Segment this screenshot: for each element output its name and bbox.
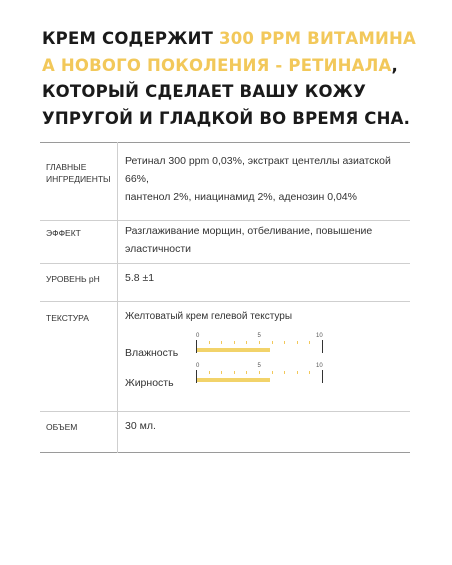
oiliness-row [125,357,410,387]
ph-value: 5.8 ±1 [118,264,411,302]
scale-fill [197,348,270,352]
ingredients-label: ГЛАВНЫЕ ИНГРЕДИЕНТЫ [40,143,118,221]
moisture-row [125,327,410,357]
scale-track [196,340,323,353]
scale-tick-label: 5 [257,333,261,339]
scale-edge [322,370,323,383]
row-volume [40,412,410,453]
volume-label: ОБЪЕМ [40,412,118,453]
scale-tick-mark [234,341,235,344]
scale-tick-mark [246,371,247,374]
scale-tick-label: 5 [257,363,261,369]
scale-tick-mark [297,371,298,374]
scale-track [196,370,323,383]
scale-tick-mark [284,371,285,374]
scale-edge [322,340,323,353]
scale-tick-label: 0 [196,333,200,339]
scale-tick-mark [272,371,273,374]
effect-label: ЭФФЕКТ [40,221,118,264]
specs-table [40,142,410,453]
oiliness-scale [196,357,326,387]
ingredients-value: Ретинал 300 ppm 0,03%, экстракт центеллы азиатской 66%, пантенол 2%, ниацинамид 2%, аденозин 0,04% [118,143,411,221]
moisture-scale [196,327,326,357]
oiliness-label: Жирность [125,377,174,389]
effect-value: Разглаживание морщин, отбеливание, повышение эластичности [118,221,411,264]
moisture-label: Влажность [125,347,179,359]
headline-text: КРЕМ СОДЕРЖИТ [42,29,220,48]
scale-tick-label: 10 [316,363,323,369]
scale-tick-mark [221,341,222,344]
texture-label: ТЕКСТУРА [40,302,118,412]
scale-tick-label: 10 [316,333,323,339]
scale-tick-label: 0 [196,363,200,369]
headline-accent: 300 PPM ВИТАМИНА А НОВОГО ПОКОЛЕНИЯ - РЕТИНАЛА [42,29,416,75]
scale-tick-mark [309,371,310,374]
scale-fill [197,378,270,382]
row-effect [40,221,410,264]
scale-tick-mark [246,341,247,344]
scale-tick-mark [297,341,298,344]
texture-value [118,302,411,412]
row-ph [40,264,410,302]
scale-tick-mark [259,341,260,344]
headline [42,26,432,132]
scale-tick-mark [221,371,222,374]
ph-label: УРОВЕНЬ pH [40,264,118,302]
volume-value: 30 мл. [125,420,156,432]
row-texture [40,302,410,412]
scale-tick-mark [209,341,210,344]
scale-tick-mark [284,341,285,344]
scale-tick-mark [259,371,260,374]
scale-tick-mark [309,341,310,344]
scale-tick-mark [209,371,210,374]
texture-desc: Желтоватый крем гелевой текстуры [125,311,293,322]
scale-tick-mark [234,371,235,374]
row-ingredients [40,143,410,221]
scale-tick-mark [272,341,273,344]
headline-text-end: , КОТОРЫЙ СДЕЛАЕТ ВАШУ КОЖУ УПРУГОЙ И ГЛАДКОЙ ВО ВРЕМЯ СНА. [42,55,411,128]
